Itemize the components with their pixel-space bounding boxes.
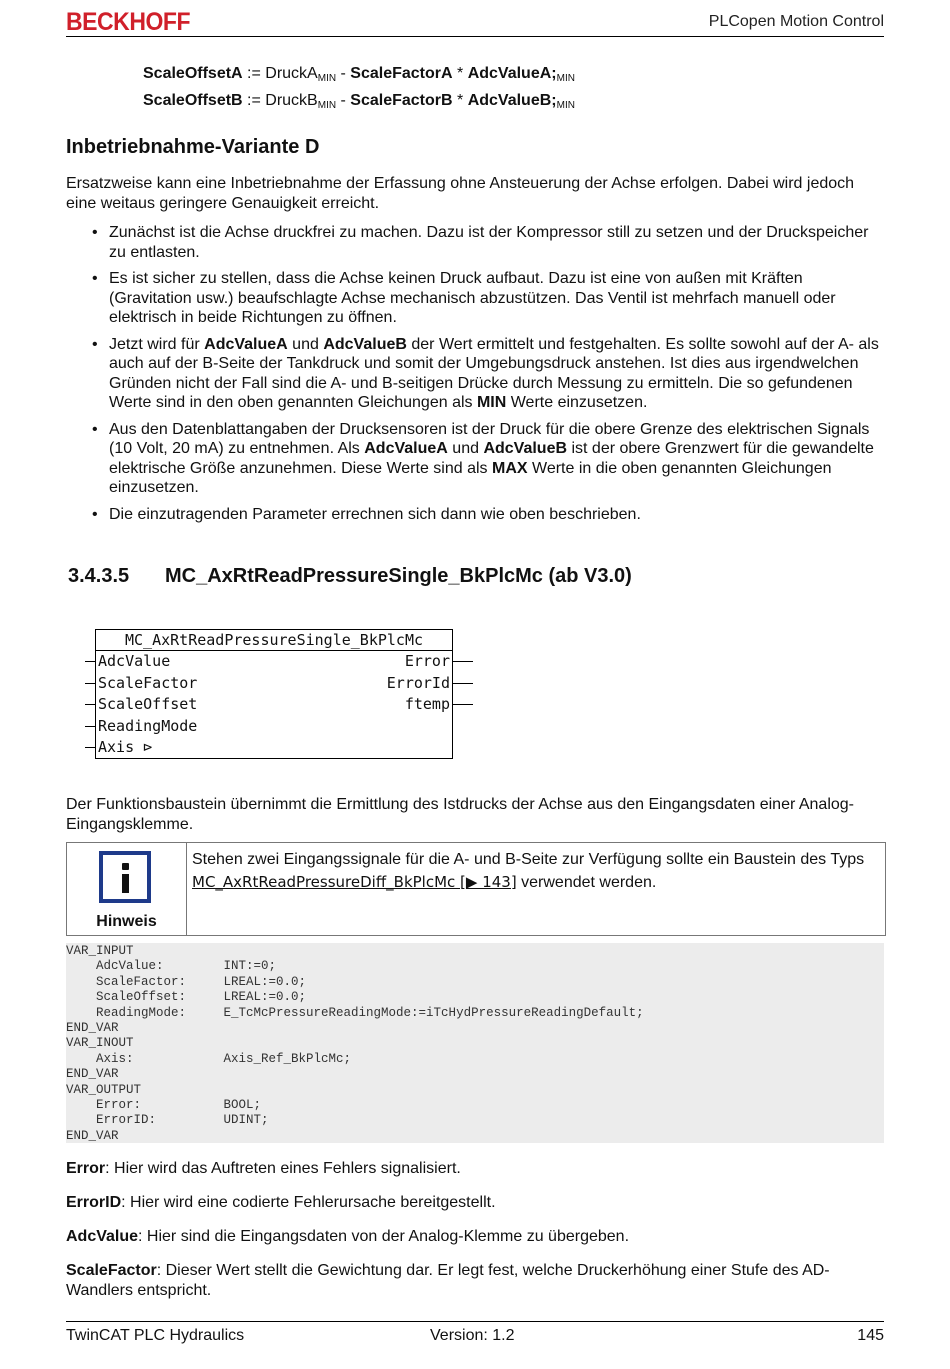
note-icon-cell <box>67 843 187 935</box>
note-box <box>66 842 886 936</box>
page-header <box>66 8 884 37</box>
section-heading-variant-d: Inbetriebnahme-Variante D <box>66 136 320 158</box>
formula-offset-a: ScaleOffsetA := DruckA$_{MIN}$ - ScaleFactorA * $AdcValueA;_{MIN}$ <box>143 65 575 84</box>
fb-input-axis: Axis ⊳ <box>98 738 153 756</box>
link-pressure-diff[interactable]: MC_AxRtReadPressureDiff_BkPlcMc [▶ 143] <box>192 873 517 891</box>
list-item: • Zunächst ist die Achse druckfrei zu machen. Dazu ist der Kompressor still zu setzen und der Druckspeicher zu entlasten. <box>92 224 869 261</box>
fb-input-readingmode: ReadingMode <box>98 717 198 735</box>
section-heading-3435 <box>68 565 632 588</box>
fb-output-connector <box>452 683 473 684</box>
formula-offset-b: ScaleOffsetB := DruckB$_{MIN}$ - ScaleFactorB * $AdcValueB;_{MIN}$ <box>143 92 575 111</box>
note-text: Stehen zwei Eingangssignale für die A- und B-Seite zur Verfügung sollte ein Baustein des Typs MC_AxRtReadPressureDiff_BkPlcMc [▶ 143] verwendet werden. <box>192 851 865 891</box>
footer-rule <box>66 1321 884 1322</box>
fb-input-scaleoffset: ScaleOffset <box>98 695 198 713</box>
variant-d-intro: Ersatzweise kann eine Inbetriebnahme der Erfassung ohne Ansteuerung der Achse erfolgen. Dabei wird jedoch eine weitaus geringere Genauigkeit erreicht. <box>66 175 855 212</box>
fb-output-errorid: ErrorId <box>386 674 450 692</box>
footer-product: TwinCAT PLC Hydraulics <box>66 1327 245 1344</box>
list-item: • Jetzt wird für AdcValueA und AdcValueB der Wert ermittelt und festgehalten. Es sollte sowohl auf der A- als auch auf der B-Seite der Tankdruck und somit der Umgebungsdruck anstehen. Ist dies aus irgendwelchen Gründen nicht der Fall sind die A- und B-seitigen Drücke durch Messung zu ermitteln. Die so gefundenen Werte sind in den oben genannten Gleichungen als MIN Werte einzusetzen. <box>92 335 879 411</box>
list-item: • Es ist sicher zu stellen, dass die Achse keinen Druck aufbaut. Dazu ist eine von außen mit Kräften (Gravitation usw.) beaufschlagte Achse mechanisch abzustützen. Das Ventil ist mehrfach manuell oder elektrisch in beide Richtungen zu öffnen. <box>92 270 836 326</box>
variant-d-bullet-list <box>66 223 886 531</box>
fb-input-connector <box>85 683 95 684</box>
fb-output-error: Error <box>404 652 450 670</box>
function-block-title: MC_AxRtReadPressureSingle_BkPlcMc <box>96 630 452 651</box>
desc-scalefactor: ScaleFactor: Dieser Wert stellt die Gewichtung dar. Er legt fest, welche Druckerhöhung einer Stufe des AD-Wandlers entspricht. <box>66 1262 830 1299</box>
fb-input-connector <box>85 747 95 748</box>
desc-error: Error: Hier wird das Auftreten eines Fehlers signalisiert. <box>66 1160 461 1177</box>
fb-input-connector <box>85 726 95 727</box>
footer-page-number: 145 <box>857 1327 884 1344</box>
fb-input-connector <box>85 704 95 705</box>
desc-errorid: ErrorID: Hier wird eine codierte Fehlerursache bereitgestellt. <box>66 1194 496 1211</box>
fb-input-connector <box>85 661 95 662</box>
info-icon <box>99 851 151 903</box>
code-text: VAR_INPUT AdcValue: INT:=0; ScaleFactor: LREAL:=0.0; ScaleOffset: LREAL:=0.0; ReadingMode: E_TcMcPressureReadingMode:=iTcHydPressureReadingDefault; END_VAR VAR_INOUT Axis: Axis_Ref_BkPlcMc; END_VAR VAR_OUTPUT Error: BOOL; ErrorID: UDINT; END_VAR <box>66 944 644 1143</box>
fb-input-scalefactor: ScaleFactor <box>98 674 198 692</box>
list-item: • Die einzutragenden Parameter errechnen sich dann wie oben beschrieben. <box>92 505 641 523</box>
fb-description: Der Funktionsbaustein übernimmt die Ermittlung des Istdrucks der Achse aus den Eingangsdaten einer Analog-Eingangsklemme. <box>66 796 854 833</box>
fb-output-ftemp: ftemp <box>404 695 450 713</box>
fb-output-connector <box>452 661 473 662</box>
section-title: MC_AxRtReadPressureSingle_BkPlcMc (ab V3.0) <box>165 565 632 587</box>
fb-output-connector <box>452 704 473 705</box>
footer-version: Version: 1.2 <box>430 1327 515 1344</box>
code-block <box>66 943 884 1143</box>
list-item: • Aus den Datenblattangaben der Drucksensoren ist der Druck für die obere Grenze des elektrischen Signals (10 Volt, 20 mA) zu entnehmen. Als AdcValueA und AdcValueB ist der obere Grenzwert für die gewandelte elektrische Größe anzunehmen. Diese Werte sind als MAX Werte in die oben genannten Gleichungen einzusetzen. <box>92 420 874 496</box>
function-block-diagram <box>95 629 453 759</box>
header-title: PLCopen Motion Control <box>708 13 884 30</box>
desc-adcvalue: AdcValue: Hier sind die Eingangsdaten von der Analog-Klemme zu übergeben. <box>66 1228 630 1245</box>
note-label: Hinweis <box>96 913 157 930</box>
beckhoff-logo: BECKHOFF <box>66 8 191 36</box>
section-number: 3.4.3.5 <box>68 565 130 587</box>
fb-input-adcvalue: AdcValue <box>98 652 171 670</box>
